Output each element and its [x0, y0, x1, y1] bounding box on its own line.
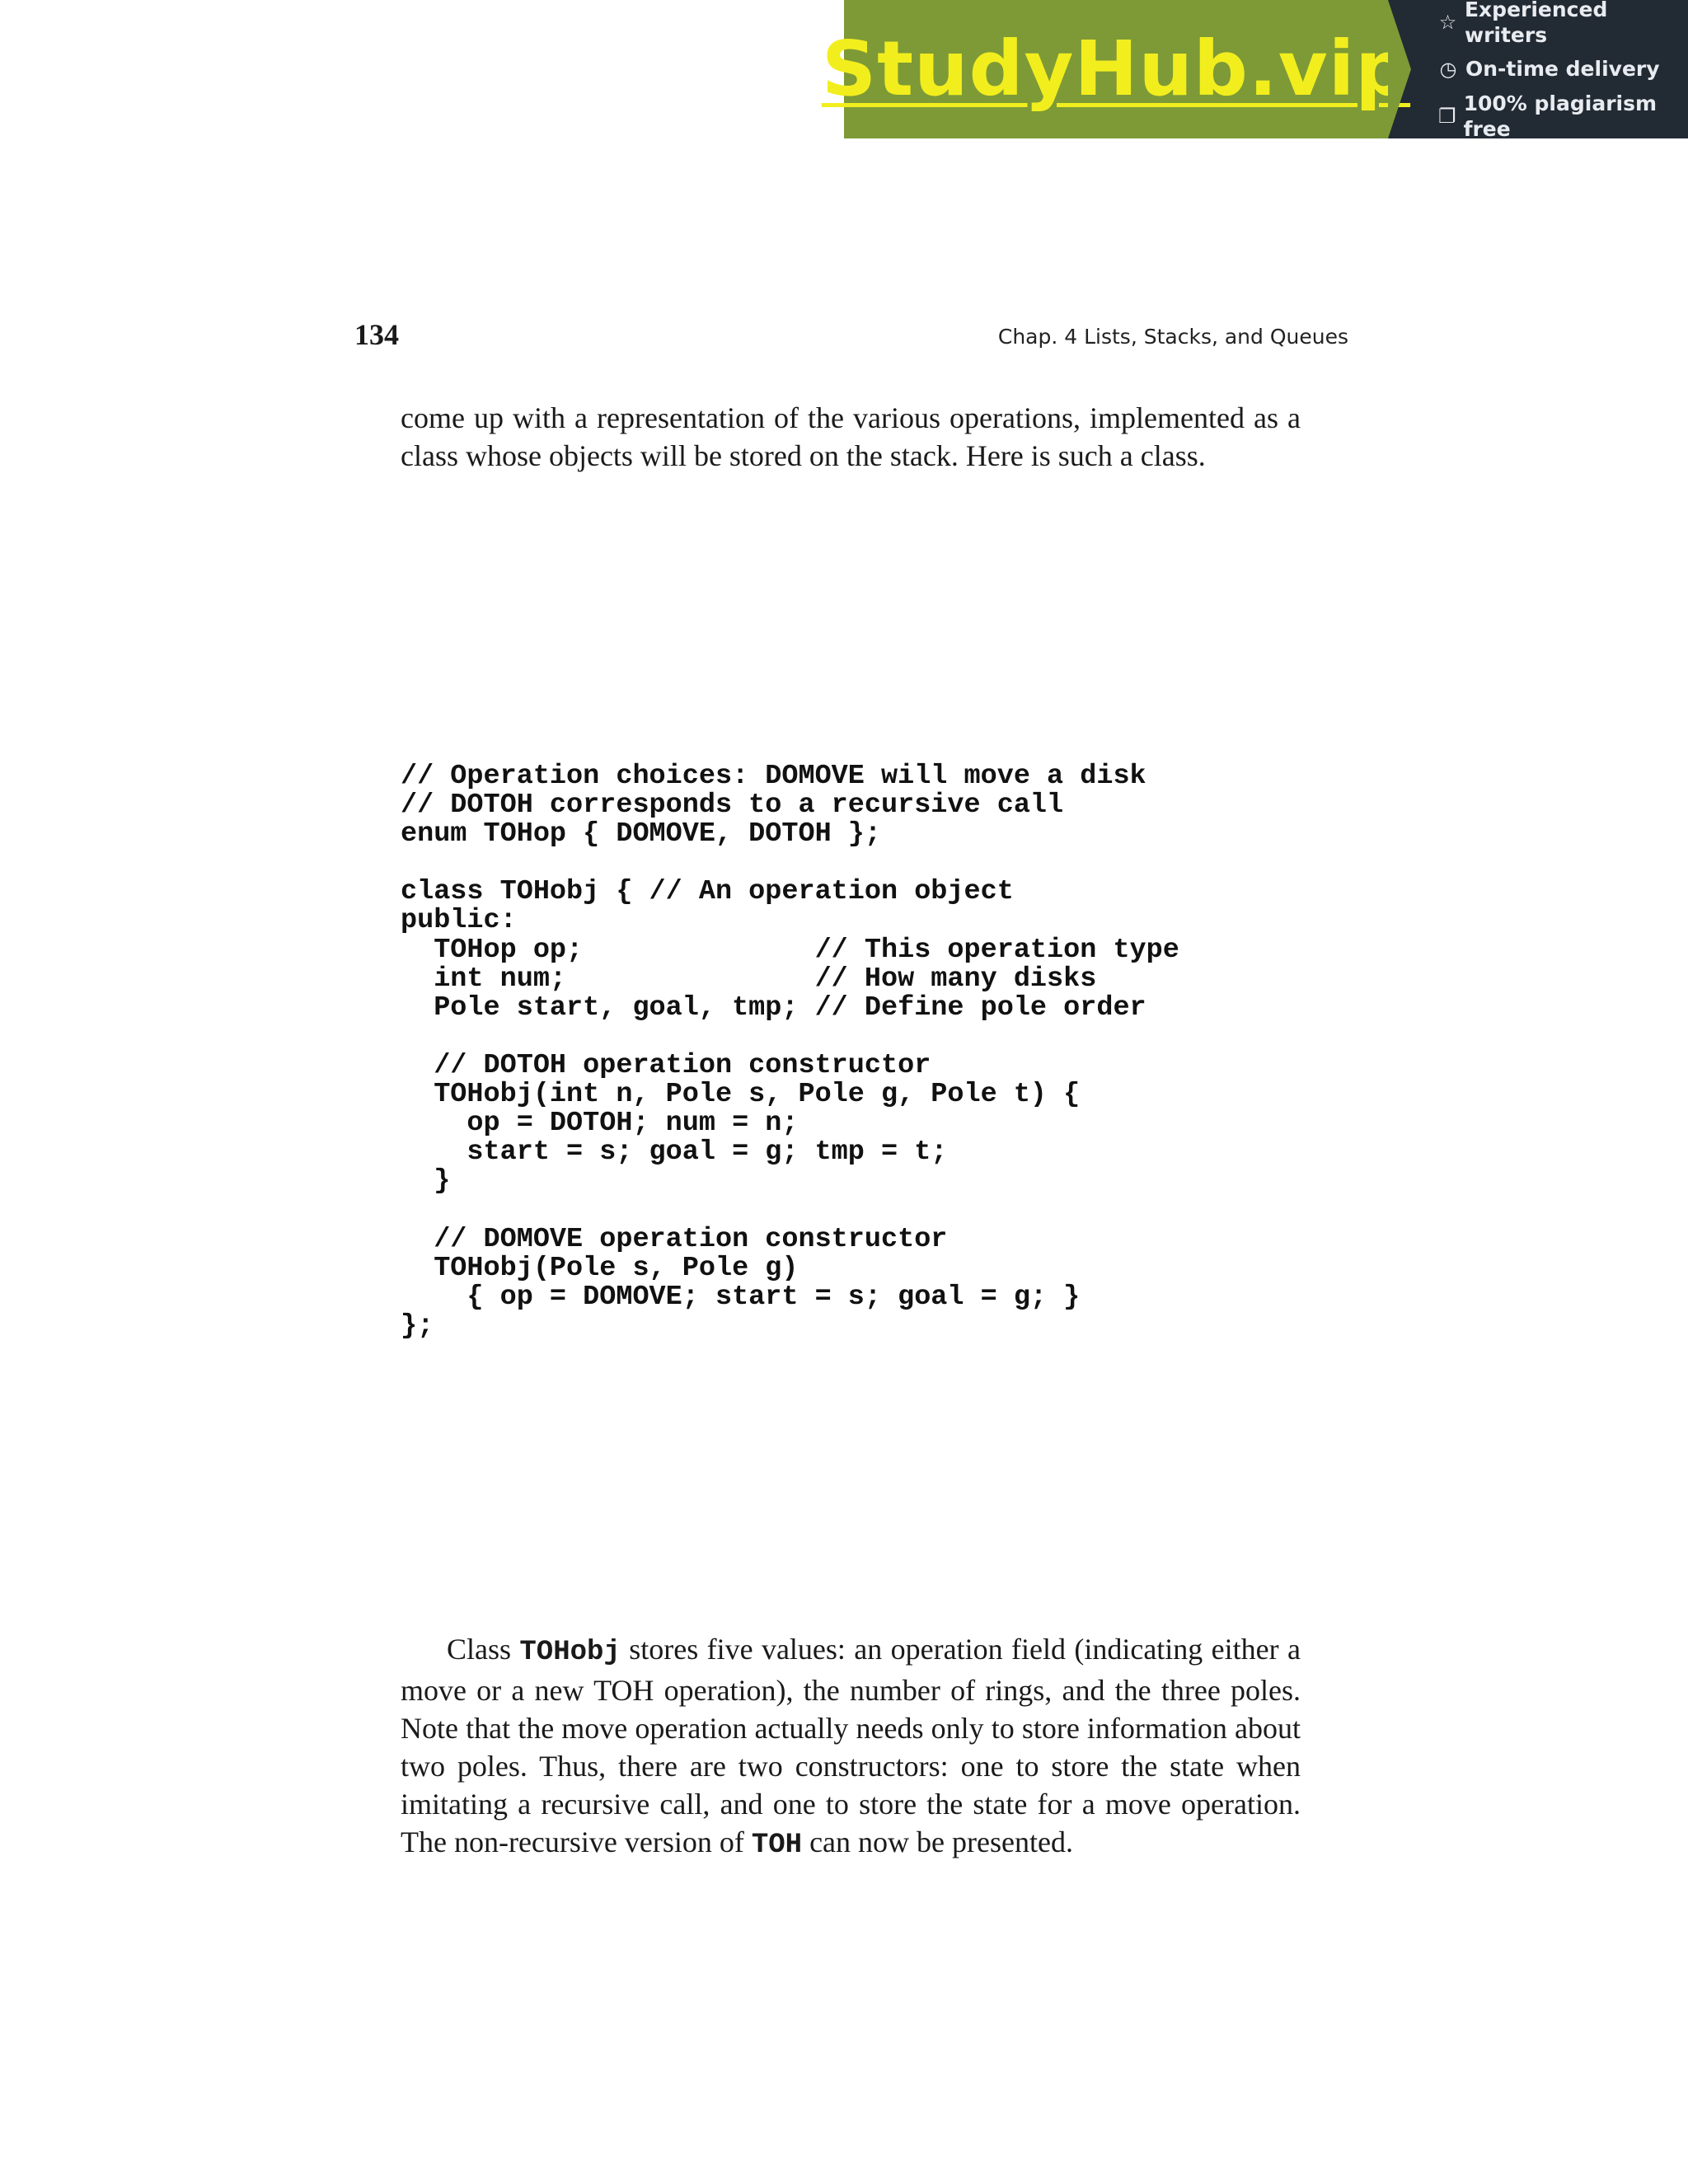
- copy-icon: ❐: [1438, 104, 1456, 128]
- studyhub-logo[interactable]: StudyHub.vip: [821, 25, 1411, 113]
- code-line: TOHobj(int n, Pole s, Pole g, Pole t) {: [401, 1079, 1081, 1111]
- explanation-text: can now be presented.: [802, 1825, 1073, 1858]
- feature-on-time-delivery: [1437, 56, 1688, 82]
- code-line: TOHobj(Pole s, Pole g): [401, 1252, 799, 1284]
- code-line: class TOHobj { // An operation object: [401, 876, 1014, 908]
- clock-icon: ◷: [1439, 58, 1457, 81]
- feature-label: On-time delivery: [1465, 57, 1660, 82]
- explanation-text: stores five values: an operation field (indicating either a move or a new TOH operation), the number of rings, and the three poles. Note that the move operation actually needs only to store information about two poles. Thus, there are two constructors: one to store the state when imitating a recursive call, and one to store the state for a move operation. The non-recursive version of: [401, 1633, 1301, 1858]
- banner-logo-panel: [821, 0, 1411, 138]
- code-line: [401, 1023, 1179, 1052]
- explanation-text: Class: [447, 1633, 520, 1666]
- code-line: op = DOTOH; num = n;: [401, 1108, 799, 1140]
- code-line: };: [401, 1310, 434, 1342]
- code-line: int num; // How many disks: [401, 963, 1097, 995]
- code-line: }: [401, 1165, 451, 1197]
- inline-code-toh: TOH: [751, 1830, 803, 1861]
- feature-label: Experienced writers: [1464, 0, 1608, 48]
- code-line: // DOMOVE operation constructor: [401, 1223, 948, 1255]
- inline-code-tohobj: TOHobj: [519, 1637, 621, 1668]
- code-block: [401, 762, 1179, 1341]
- code-line: // Operation choices: DOMOVE will move a disk: [401, 761, 1146, 792]
- code-line: { op = DOMOVE; start = s; goal = g; }: [401, 1281, 1081, 1313]
- code-line: // DOTOH corresponds to a recursive call: [401, 790, 1064, 822]
- code-line: public:: [401, 905, 517, 937]
- page-number: 134: [354, 318, 399, 351]
- running-head: Chap. 4 Lists, Stacks, and Queues: [997, 325, 1348, 349]
- star-outline-icon: ☆: [1438, 11, 1457, 35]
- banner-features: [1388, 0, 1688, 141]
- code-line: // DOTOH operation constructor: [401, 1049, 931, 1081]
- code-line: TOHop op; // This operation type: [401, 934, 1179, 966]
- code-line: Pole start, goal, tmp; // Define pole order: [401, 991, 1146, 1024]
- feature-experienced-writers: [1437, 0, 1688, 48]
- code-line: enum TOHop { DOMOVE, DOTOH };: [401, 818, 881, 851]
- code-line: [401, 1196, 1179, 1225]
- code-line: start = s; goal = g; tmp = t;: [401, 1137, 948, 1169]
- feature-label: 100% plagiarism free: [1463, 91, 1658, 141]
- studyhub-banner[interactable]: [821, 0, 1688, 141]
- intro-paragraph: come up with a representation of the various operations, implemented as a class whose objects will be stored on the stack. Here is such a class.: [401, 401, 1301, 472]
- explanation-paragraph: [401, 1630, 1301, 1864]
- feature-plagiarism-free: [1437, 91, 1688, 143]
- code-line: [401, 849, 1179, 878]
